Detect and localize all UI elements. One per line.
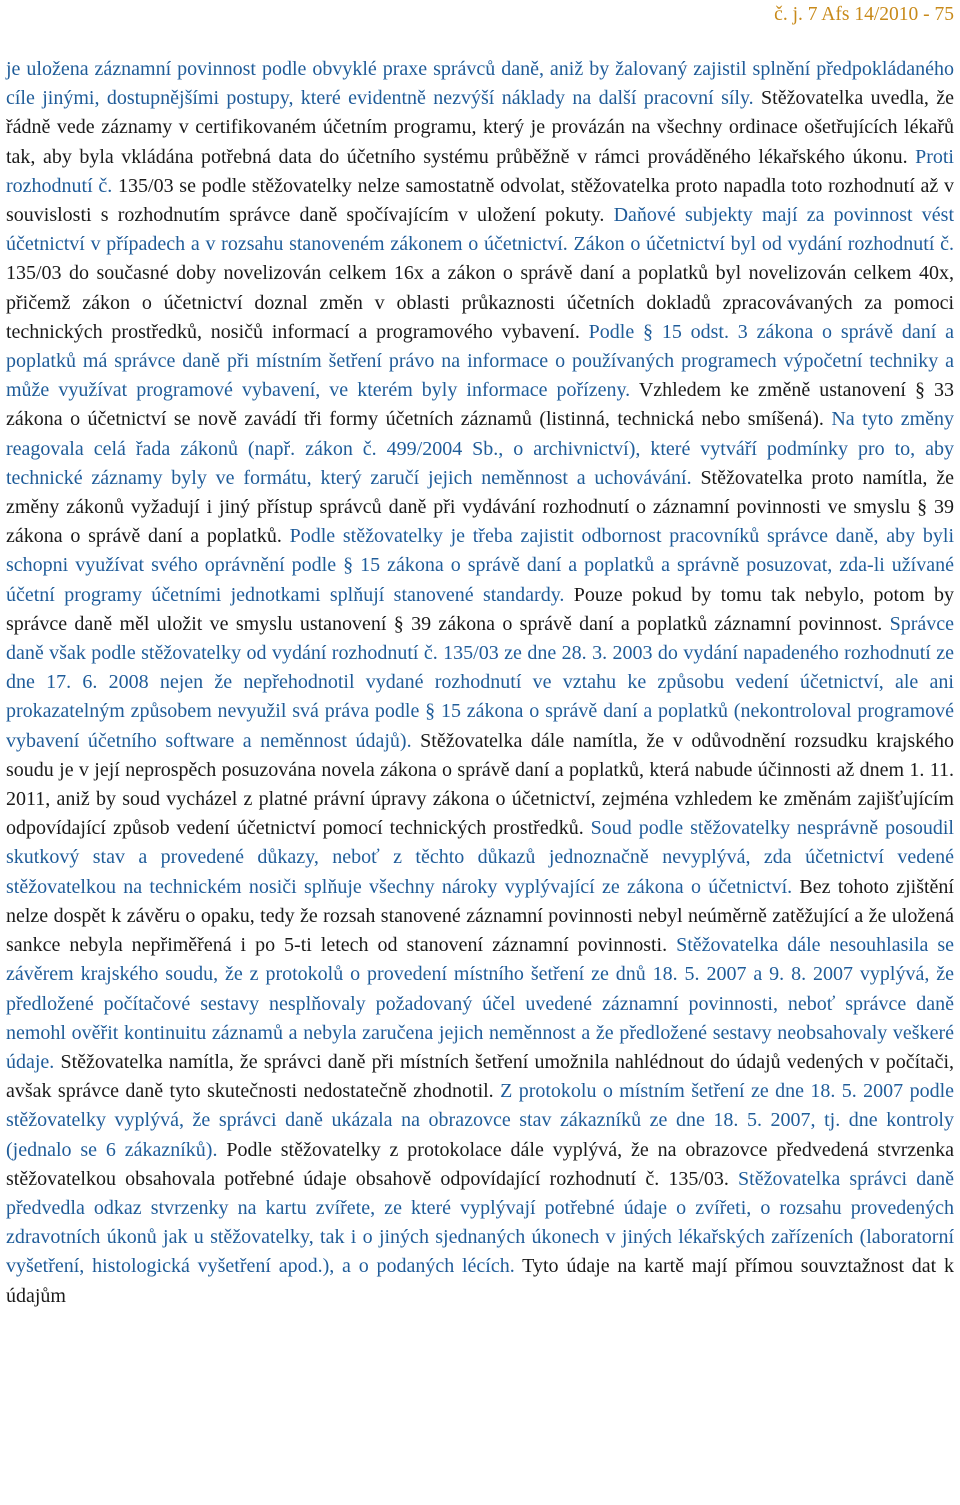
body-paragraph: [6, 55, 954, 1311]
text-segment: Stěžovatelka správci daně předvedla odkaz stvrzenky na kartu zvířete, ze které vyplývají potřebné údaje o zvířeti, o rozsahu provedených zdravotních úkonů jak u stěžovatelky, tak i o jiných sjednaných úkonech v jiných lékařských zařízeních (laboratorní vyšetření, histologická vyšetření apod.), a o podaných lécích.: [6, 1167, 954, 1278]
text-segment: Stěžovatelka dále nesouhlasila se závěrem krajského soudu, že z protokolů o provedení místního šetření ze dnů 18. 5. 2007 a 9. 8. 2007 vyplývá, že předložené počítačové sestavy nesplňovaly požadovaný účel uvedené záznamní povinnosti, neboť správce daně nemohl ověřit kontinuitu záznamů a nebyla zaručena jejich neměnnost a že předložené sestavy neobsahovaly veškeré údaje.: [6, 934, 955, 1073]
text-segment: Bez tohoto zjištění nelze dospět k závěru o opaku, tedy že rozsah stanovené záznamní povinnosti nebyl neúměrně zatěžující a že uložená sankce nebyla nepřiměřená i po 5-ti letech od stanovení záznamní povinnosti.: [6, 875, 954, 957]
text-segment: Správce daně však podle stěžovatelky od vydání rozhodnutí č. 135/03 ze dne 28. 3. 2003 do vydání napadeného rozhodnutí ze dne 17. 6. 2008 nejen že nepřehodnotil vydané rozhodnutí ve vztahu ke způsobu vedení účetnictví, ale ani prokazatelným způsobem nevyužil svá práva podle § 15 zákona o správě daní a poplatků (nekontroloval programové vybavení účetního software a neměnnost údajů).: [6, 612, 954, 752]
text-segment: Pouze pokud by tomu tak nebylo, potom by správce daně měl uložit ve smyslu ustanovení § 39 zákona o správě daní a poplatků záznamní povinnost.: [6, 583, 954, 635]
text-segment: Podle stěžovatelky je třeba zajistit odbornost pracovníků správce daně, aby byli schopni využívat svého oprávnění podle § 15 zákona o správě daní a poplatků a správně posuzovat, zda-li užívané účetní programy účetními jednotkami splňují stanovené standardy.: [6, 525, 955, 606]
page-header-case-number: č. j. 7 Afs 14/2010 - 75: [774, 4, 954, 25]
text-segment: Z protokolu o místním šetření ze dne 18. 5. 2007 podle stěžovatelky vyplývá, že správci daně ukázala na obrazovce stav zákazníků ze dne 18. 5. 2007, tj. dne kontroly (jednalo se 6 zákazníků).: [6, 1080, 955, 1161]
text-segment: Podle § 15 odst. 3 zákona o správě daní a poplatků má správce daně při místním šetření právo na informace o používaných programech výpočetní techniky a může využívat programové vybavení, ve kterém byly informace pořízeny.: [6, 320, 954, 402]
text-segment: je uložena záznamní povinnost podle obvyklé praxe správců daně, aniž by žalovaný zajistil splnění předpokládaného cíle jinými, dostupnějšími postupy, které evidentně nezvýší náklady na další pracovní síly.: [6, 58, 954, 110]
text-segment: Na tyto změny reagovala celá řada zákonů (např. zákon č. 499/2004 Sb., o archivnictví), které vytváří podmínky pro to, aby technické záznamy byly ve formátu, který zaručí jejich neměnnost a uchovávání.: [6, 408, 955, 489]
text-segment: Stěžovatelka uvedla, že řádně vede záznamy v certifikovaném účetním programu, který je provázán na všechny ordinace ošetřujících lékařů tak, aby byla vkládána potřebná data do účetního systému průběžně v rámci prováděného lékařského úkonu.: [6, 87, 954, 168]
text-segment: Tyto údaje na kartě mají přímou souvztažnost dat k údajům: [6, 1255, 954, 1307]
text-segment: Stěžovatelka dále namítla, že v odůvodnění rozsudku krajského soudu je v její neprospěch posuzována novela zákona o správě daní a poplatků, která nabude účinnosti až dnem 1. 11. 2011, aniž by soud vycházel z platné právní úpravy zákona o účetnictví, zejména vzhledem ke změnám zajišťujícím odpovídající způsob vedení účetnictví pomocí technických prostředků.: [6, 729, 954, 840]
text-segment: Vzhledem ke změně ustanovení § 33 zákona o účetnictví se nově zavádí tři formy účetních záznamů (listinná, technická nebo smíšená).: [6, 379, 954, 431]
text-segment: Daňové subjekty mají za povinnost vést účetnictví v případech a v rozsahu stanoveném zákonem o účetnictví. Zákon o účetnictví byl od vydání rozhodnutí č.: [6, 204, 954, 256]
text-segment: 135/03 do současné doby novelizován celkem 16x a zákon o správě daní a poplatků byl novelizován celkem 40x, přičemž zákon o účetnictví doznal změn v oblasti průkaznosti účetních dokladů zpracovávaných za pomoci technických prostředků, nosičů informací a programového vybavení.: [6, 262, 954, 343]
text-segment: Stěžovatelka namítla, že správci daně při místních šetření umožnila nahlédnout do údajů vedených v počítači, avšak správce daně tyto skutečnosti nedostatečně zhodnotil.: [6, 1050, 955, 1103]
text-segment: Podle stěžovatelky z protokolace dále vyplývá, že na obrazovce předvedená stvrzenka stěžovatelkou obsahovala potřebné údaje obsahově odpovídající rozhodnutí č. 135/03.: [6, 1138, 954, 1190]
text-segment: 135/03 se podle stěžovatelky nelze samostatně odvolat, stěžovatelka proto napadla toto rozhodnutí až v souvislosti s rozhodnutím správce daně spočívajícím v uložení pokuty.: [6, 174, 955, 227]
text-segment: Proti rozhodnutí č.: [6, 145, 954, 197]
text-segment: Stěžovatelka proto namítla, že změny zákonů vyžadují i jiný přístup správců daně při vydávání rozhodnutí o záznamní povinnosti ve smyslu § 39 zákona o správě daní a poplatků.: [6, 466, 954, 548]
text-segment: Soud podle stěžovatelky nesprávně posoudil skutkový stav a provedené důkazy, neboť z těchto důkazů jednoznačně nevyplývá, zda účetnictví vedené stěžovatelkou na technickém nosiči splňuje všechny nároky vyplývající ze zákona o účetnictví.: [6, 817, 954, 898]
